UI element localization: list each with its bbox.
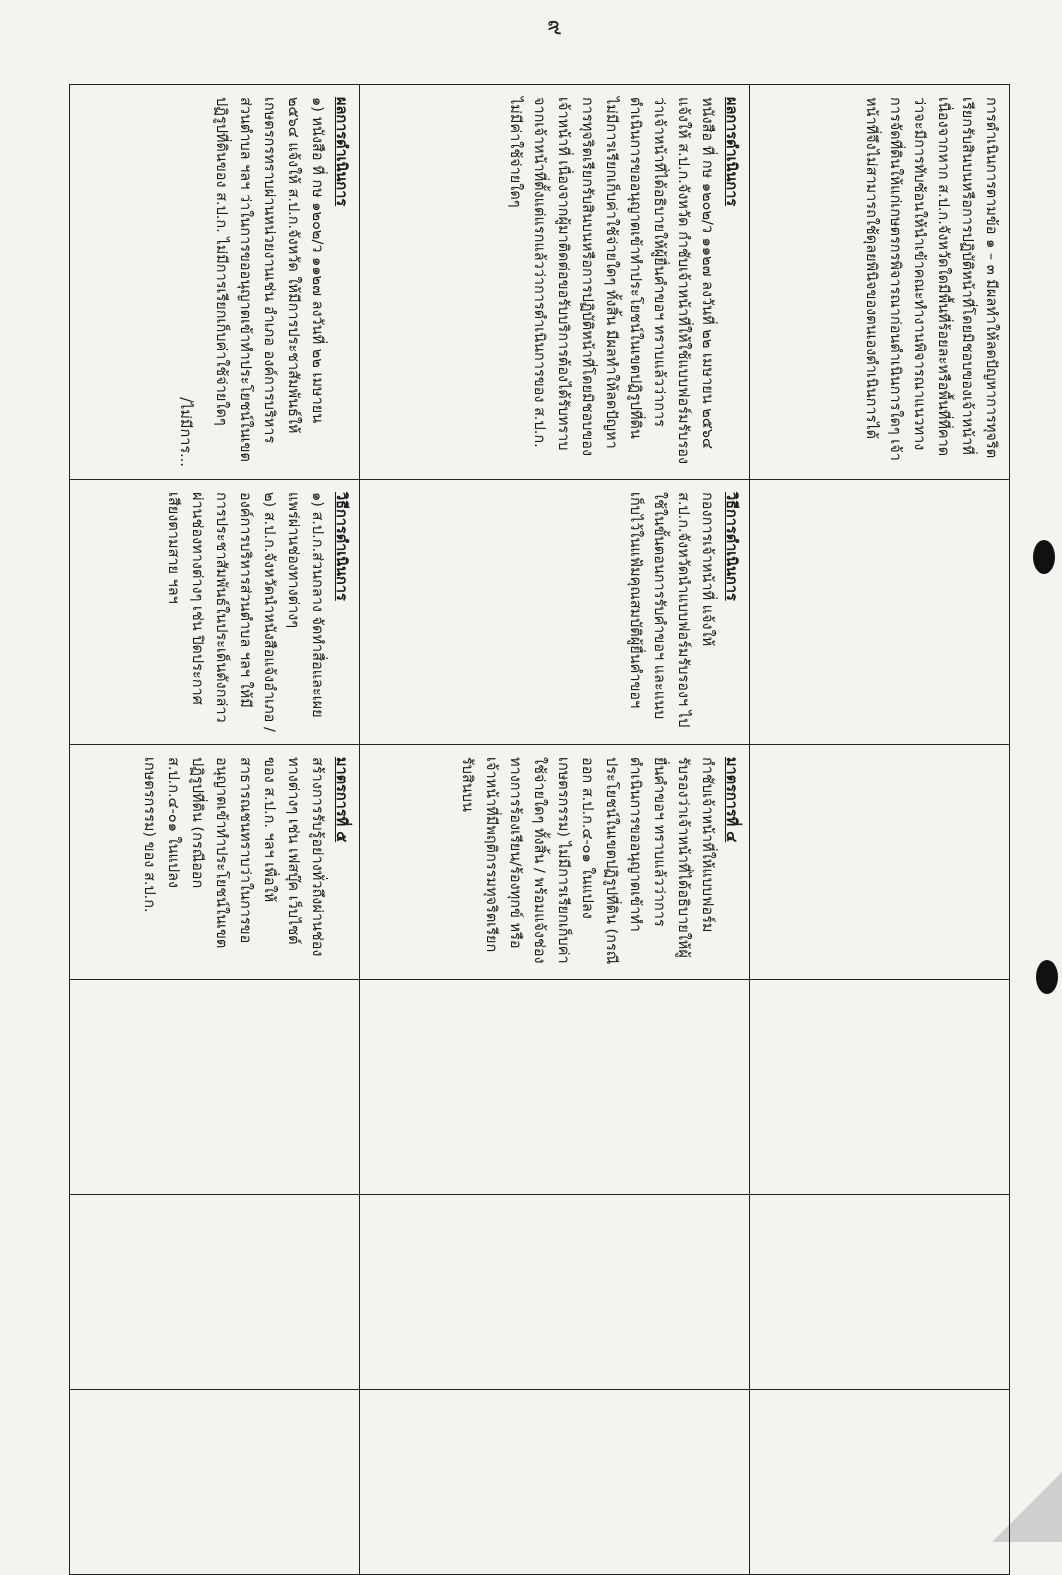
method-cell	[70, 480, 360, 745]
measure-cell	[750, 745, 1010, 980]
empty-cell	[70, 980, 360, 1195]
measure-cell	[70, 745, 360, 980]
table-row	[360, 85, 750, 1575]
continued-text: /ไม่มีการ...	[177, 397, 193, 467]
result-heading: ผลการดำเนินการ	[333, 97, 349, 207]
method-heading: วิธีการดำเนินการ	[723, 492, 739, 601]
measure-heading: มาตรการที่ ๕	[333, 757, 349, 843]
empty-cell	[360, 1390, 750, 1575]
punch-hole	[1036, 960, 1058, 994]
method-text-2: ๒) ส.ป.ก.จังหวัดนำหนังสือแจ้งอำเภอ / องค์การบริหารส่วนตำบล ฯลฯ ให้มีการประชาสัมพันธ์ในประเด็นดังกล่าวผ่านช่องทางต่างๆ เช่น ปิดประกาศ เสียงตามสาย ฯลฯ	[165, 492, 277, 732]
measures-table	[69, 84, 1010, 1575]
empty-cell	[70, 1195, 360, 1390]
result-heading: ผลการดำเนินการ	[723, 97, 739, 207]
measure-text: กำชับเจ้าหน้าที่ให้แบบฟอร์มรับรองว่าเจ้าหน้าที่ได้อธิบายให้ผู้ยื่นคำขอฯ ทราบแล้วว่าการดำเนินการขออนุญาตเข้าทำประโยชน์ในเขตปฏิรูปที่ดิน (กรณีออก ส.ป.ก.๔-๐๑ ในแปลงเกษตรกรรม) ไม่มีการเรียกเก็บค่าใช้จ่ายใดๆ ทั้งสิ้น / พร้อมแจ้งช่องทางการร้องเรียน/ร้องทุกข์ หรือเจ้าหน้าที่มีพฤติกรรมทุจริตเรียกรับสินบน	[459, 757, 715, 965]
measure-cell	[360, 745, 750, 980]
empty-cell	[750, 980, 1010, 1195]
method-text-1: ๑) ส.ป.ก.ส่วนกลาง จัดทำสื่อและเผยแพร่ผ่านช่องทางต่างๆ	[285, 492, 325, 718]
method-cell	[750, 480, 1010, 745]
method-heading: วิธีการดำเนินการ	[333, 492, 349, 601]
result-cell	[750, 85, 1010, 480]
table-row	[70, 85, 360, 1575]
empty-cell	[70, 1390, 360, 1575]
result-text: การดำเนินการตามข้อ ๑ – ๓ มีผลทำให้ลดปัญหาการทุจริตเรียกรับสินบนหรือการปฏิบัติหน้าที่โดยมิชอบของเจ้าหน้าที่ เนื่องจากหาก ส.ป.ก.จังหวัดใดมีพื้นที่ร้อยละหรือพื้นที่ที่คาดว่าจะมีการทับซ้อนให้นำเข้าคณะทำงานพิจารณาแนวทางการจัดที่ดินให้แก่เกษตรกรพิจารณาก่อนดำเนินการใดๆ เจ้าหน้าที่จึงไม่สามารถใช้ดุลยพินิจของตนเองดำเนินการได้	[863, 97, 999, 461]
rotated-table-wrapper	[70, 84, 1010, 1504]
empty-cell	[750, 1195, 1010, 1390]
page-number: ๙	[542, 19, 568, 36]
empty-cell	[750, 1390, 1010, 1575]
measure-text: สร้างการรับรู้อย่างทั่วถึงผ่านช่องทางต่างๆ เช่น เฟสบุ๊ค เว็บไซต์ของ ส.ป.ก. ฯลฯ เพื่อให้สาธารณชนทราบว่าในการขออนุญาตเข้าทำประโยชน์ในเขตปฏิรูปที่ดิน (กรณีออก ส.ป.ก.๔-๐๑ ในแปลงเกษตรกรรม) ของ ส.ป.ก.	[141, 757, 325, 957]
measure-heading: มาตรการที่ ๔	[723, 757, 739, 843]
empty-cell	[360, 1195, 750, 1390]
result-cell	[360, 85, 750, 480]
result-text: หนังสือ ที่ กษ ๑๒๐๒/ว ๑๑๒๗ ลงวันที่ ๒๒ เมษายน ๒๕๖๔ แจ้งให้ ส.ป.ก.จังหวัด กำชับเจ้าหน้าที่ให้ใช้แบบฟอร์มรับรองว่าเจ้าหน้าที่ได้อธิบายให้ผู้ยื่นคำขอฯ ทราบแล้วว่าการดำเนินการขออนุญาตเข้าทำประโยชน์ในเขตปฏิรูปที่ดิน ไม่มีการเรียกเก็บค่าใช้จ่ายใดๆ ทั้งสิ้น มีผลทำให้ลดปัญหาการทุจริตเรียกรับสินบนหรือการปฏิบัติหน้าที่โดยมิชอบของเจ้าหน้าที่ เนื่องจากผู้มาติดต่อขอรับบริการต้องได้รับทราบจากเจ้าหน้าที่ตั้งแต่แรกแล้วว่าการดำเนินการของ ส.ป.ก. ไม่มีค่าใช้จ่ายใดๆ	[507, 97, 715, 465]
table-row	[750, 85, 1010, 1575]
result-cell	[70, 85, 360, 480]
result-text: ๑) หนังสือ ที่ กษ ๑๒๐๒/ว ๑๑๒๗ ลงวันที่ ๒๒ เมษายน ๒๕๖๔ แจ้งให้ ส.ป.ก.จังหวัด ให้มีการประชาสัมพันธ์ให้เกษตรกรทราบผ่านหน่วยงานเช่น อำเภอ องค์การบริหารส่วนตำบล ฯลฯ ว่าในการขออนุญาตเข้าทำประโยชน์ในเขตปฏิรูปที่ดินของ ส.ป.ก. ไม่มีการเรียกเก็บค่าใช้จ่ายใดๆ	[213, 97, 325, 462]
method-text: กองการเจ้าหน้าที่ แจ้งให้ ส.ป.ก.จังหวัดนำแบบฟอร์มรับรองฯ ไปใช้ในขั้นตอนการรับคำขอฯ และแนบเก็บไว้ในแฟ้มคุณสมบัติผู้ยื่นคำขอฯ	[627, 492, 715, 728]
punch-hole	[1033, 540, 1055, 574]
empty-cell	[360, 980, 750, 1195]
method-cell	[360, 480, 750, 745]
